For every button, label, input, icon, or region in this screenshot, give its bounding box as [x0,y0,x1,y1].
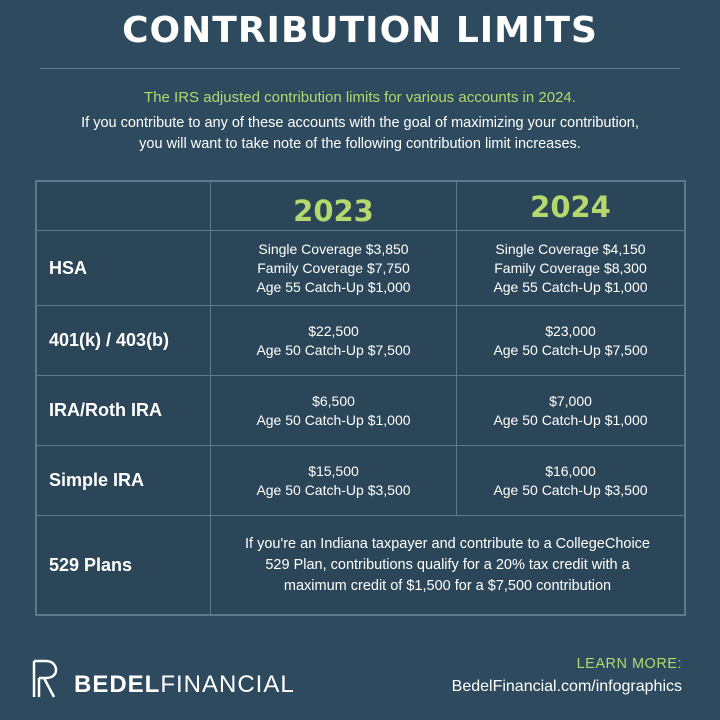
cell-2023 [211,376,457,445]
header-empty-cell [37,182,211,230]
header-cell-2023 [211,182,457,230]
value-line: Age 55 Catch-Up $1,000 [256,278,411,295]
value-line: Age 50 Catch-Up $7,500 [256,341,411,358]
cell-2024 [457,446,684,515]
cell-529-description [211,516,684,614]
contribution-limits-table [35,180,686,616]
row-label: 529 Plans [37,516,211,614]
table-row [37,516,684,614]
value-line: $6,500 [312,392,355,409]
value-line: Age 50 Catch-Up $1,000 [256,411,411,428]
value-line: Age 55 Catch-Up $1,000 [493,278,648,295]
value-line: Family Coverage $7,750 [257,259,410,276]
table-header-row [37,182,684,231]
table-row [37,376,684,446]
subtitle: The IRS adjusted contribution limits for various accounts in 2024. [144,89,576,106]
brand-name-bold: BEDEL [74,671,161,698]
year-2024: 2024 [530,190,611,224]
row-label: HSA [37,231,211,305]
value-line: Age 50 Catch-Up $3,500 [493,481,648,498]
description-line: maximum credit of $1,500 for a $7,500 contribution [283,577,612,594]
brand-name [74,671,295,699]
intro-text [40,113,680,155]
value-line: $7,000 [549,392,592,409]
table-row [37,446,684,516]
learn-more-label: LEARN MORE: [576,656,682,672]
value-line: Single Coverage $3,850 [258,240,409,257]
year-2023: 2023 [293,194,374,228]
cell-2023 [211,306,457,375]
cell-2024 [457,376,684,445]
value-line: $22,500 [308,322,359,339]
value-line: $23,000 [545,322,596,339]
row-label: IRA/Roth IRA [37,376,211,445]
intro-line-1: If you contribute to any of these accounts with the goal of maximizing your contribution, [81,115,639,131]
learn-more-link[interactable]: BedelFinancial.com/infographics [451,678,682,695]
value-line: Single Coverage $4,150 [495,240,646,257]
value-line: Family Coverage $8,300 [494,259,647,276]
cell-2024 [457,231,684,305]
value-line: Age 50 Catch-Up $7,500 [493,341,648,358]
value-line: $16,000 [545,462,596,479]
description-line: 529 Plan, contributions qualify for a 20% tax credit with a [265,556,630,573]
bedel-financial-logo-icon [30,657,64,701]
row-label: Simple IRA [37,446,211,515]
brand-name-rest: FINANCIAL [160,671,295,698]
intro-line-2: you will want to take note of the following contribution limit increases. [139,136,581,152]
description-line: If you're an Indiana taxpayer and contribute to a CollegeChoice [244,535,650,552]
value-line: Age 50 Catch-Up $3,500 [256,481,411,498]
header-cell-2024 [457,182,684,230]
page-title: CONTRIBUTION LIMITS [122,10,598,51]
value-line: $15,500 [308,462,359,479]
cell-2023 [211,446,457,515]
cell-2024 [457,306,684,375]
title-divider [40,68,680,69]
row-label: 401(k) / 403(b) [37,306,211,375]
table-row [37,306,684,376]
table-row [37,231,684,306]
cell-2023 [211,231,457,305]
value-line: Age 50 Catch-Up $1,000 [493,411,648,428]
